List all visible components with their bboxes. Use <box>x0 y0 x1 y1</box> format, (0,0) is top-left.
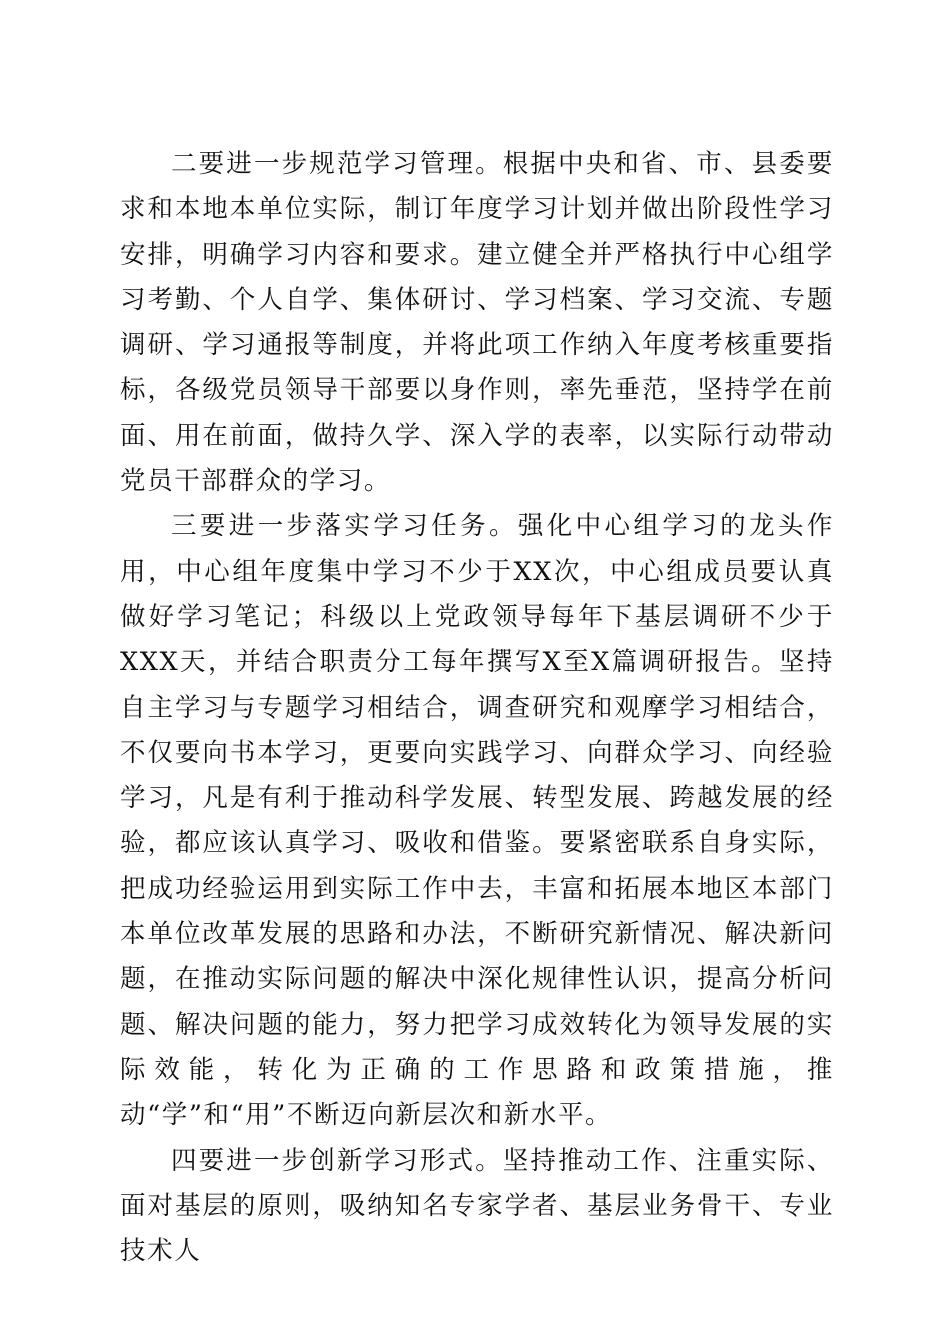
paragraph-3-implement-study-tasks: 三要进一步落实学习任务。强化中心组学习的龙头作用，中心组年度集中学习不少于XX次，中心组成员要认真做好学习笔记；科级以上党政领导每年下基层调研不少于XXX天，并结合职责分工每年撰写X至X篇调研报告。坚持自主学习与专题学习相结合，调查研究和观摩学习相结合，不仅要向书本学习，更要向实践学习、向群众学习、向经验学习，凡是有利于推动科学发展、转型发展、跨越发展的经验，都应该认真学习、吸收和借鉴。要紧密联系自身实际，把成功经验运用到实际工作中去，丰富和拓展本地区本部门本单位改革发展的思路和办法，不断研究新情况、解决新问题，在推动实际问题的解决中深化规律性认识，提高分析问题、解决问题的能力，努力把学习成效转化为领导发展的实际效能，转化为正确的工作思路和政策措施，推动“学”和“用”不断迈向新层次和新水平。 <box>120 511 834 1131</box>
paragraph-2-regulate-study-management: 二要进一步规范学习管理。根据中央和省、市、县委要求和本地本单位实际，制订年度学习计划并做出阶段性学习安排，明确学习内容和要求。建立健全并严格执行中心组学习考勤、个人自学、集体研讨、学习档案、学习交流、专题调研、学习通报等制度，并将此项工作纳入年度考核重要指标，各级党员领导干部要以身作则，率先垂范，坚持学在前面、用在前面，做持久学、深入学的表率，以实际行动带动党员干部群众的学习。 <box>120 149 834 497</box>
paragraph-4-innovate-study-forms: 四要进一步创新学习形式。坚持推动工作、注重实际、面对基层的原则，吸纳知名专家学者、基层业务骨干、专业技术人 <box>120 1145 834 1267</box>
document-body <box>120 142 834 1274</box>
